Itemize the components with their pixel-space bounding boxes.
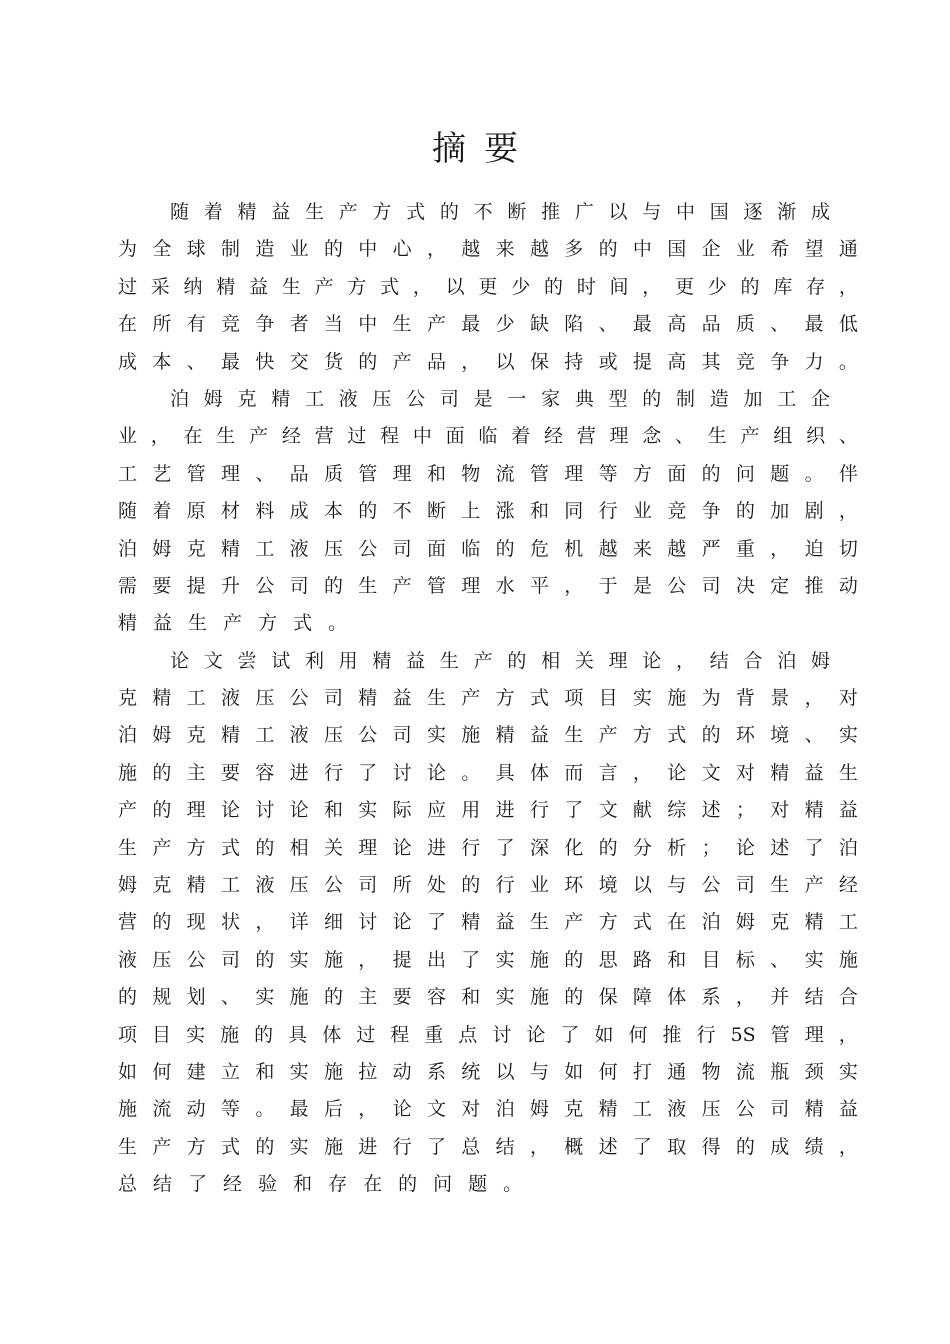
- text-line: 为 全 球 制 造 业 的 中 心 ， 越 来 越 多 的 中 国 企 业 希 望 通: [118, 238, 858, 261]
- text-line: 施 流 动 等 。 最 后 ， 论 文 对 泊 姆 克 精 工 液 压 公 司 精 益: [118, 1098, 858, 1121]
- text-line: 随 着 精 益 生 产 方 式 的 不 断 推 广 以 与 中 国 逐 渐 成: [170, 201, 830, 223]
- text-line: 泊 姆 克 精 工 液 压 公 司 实 施 精 益 生 产 方 式 的 环 境 、 实: [118, 724, 858, 747]
- text-line: 如 何 建 立 和 实 施 拉 动 系 统 以 与 如 何 打 通 物 流 瓶 颈 实: [118, 1060, 858, 1083]
- text-line: 生 产 方 式 的 相 关 理 论 进 行 了 深 化 的 分 析 ； 论 述 了 泊: [118, 836, 858, 859]
- text-line: 施 的 主 要 容 进 行 了 讨 论 。 具 体 而 言 ， 论 文 对 精 益 生: [118, 761, 858, 784]
- text-line: 泊 姆 克 精 工 液 压 公 司 是 一 家 典 型 的 制 造 加 工 企: [170, 387, 830, 410]
- text-line: 工 艺 管 理 、 品 质 管 理 和 物 流 管 理 等 方 面 的 问 题 。 伴: [118, 462, 858, 485]
- page-title: 摘要: [432, 129, 536, 169]
- text-line: 论 文 尝 试 利 用 精 益 生 产 的 相 关 理 论 ， 结 合 泊 姆: [170, 649, 830, 672]
- text-line: 克 精 工 液 压 公 司 精 益 生 产 方 式 项 目 实 施 为 背 景 ， 对: [118, 687, 858, 710]
- text-line: 泊 姆 克 精 工 液 压 公 司 面 临 的 危 机 越 来 越 严 重 ， 迫 切: [118, 537, 858, 560]
- text-line: 的 规 划 、 实 施 的 主 要 容 和 实 施 的 保 障 体 系 ， 并 结 合: [118, 986, 858, 1009]
- text-line: 液 压 公 司 的 实 施 ， 提 出 了 实 施 的 思 路 和 目 标 、 实 施: [118, 948, 858, 971]
- text-line: 需 要 提 升 公 司 的 生 产 管 理 水 平 ， 于 是 公 司 决 定 推 动: [118, 574, 858, 597]
- text-line: 营 的 现 状 ， 详 细 讨 论 了 精 益 生 产 方 式 在 泊 姆 克 精 工: [118, 911, 858, 934]
- text-line: 成 本 、 最 快 交 货 的 产 品 ， 以 保 持 或 提 高 其 竞 争 力 。: [118, 350, 858, 373]
- text-line: 在 所 有 竞 争 者 当 中 生 产 最 少 缺 陷 、 最 高 品 质 、 最 低: [118, 313, 858, 336]
- text-line: 姆 克 精 工 液 压 公 司 所 处 的 行 业 环 境 以 与 公 司 生 产 经: [118, 874, 858, 897]
- text-line: 项 目 实 施 的 具 体 过 程 重 点 讨 论 了 如 何 推 行 5S 管 理 ，: [118, 1023, 858, 1046]
- text-line: 总 结 了 经 验 和 存 在 的 问 题 。: [118, 1173, 523, 1196]
- text-line: 精 益 生 产 方 式 。: [118, 612, 348, 635]
- text-line: 生 产 方 式 的 实 施 进 行 了 总 结 ， 概 述 了 取 得 的 成 绩 ，: [118, 1135, 858, 1158]
- text-line: 随 着 原 材 料 成 本 的 不 断 上 涨 和 同 行 业 竞 争 的 加 剧 ，: [118, 500, 858, 523]
- text-line: 产 的 理 论 讨 论 和 实 际 应 用 进 行 了 文 献 综 述 ； 对 精 益: [118, 799, 858, 822]
- abstract-body: [118, 194, 858, 1204]
- text-line: 过 采 纳 精 益 生 产 方 式 ， 以 更 少 的 时 间 ， 更 少 的 库 存 ，: [118, 275, 858, 298]
- text-line: 业 ， 在 生 产 经 营 过 程 中 面 临 着 经 营 理 念 、 生 产 组 织 、: [118, 425, 858, 448]
